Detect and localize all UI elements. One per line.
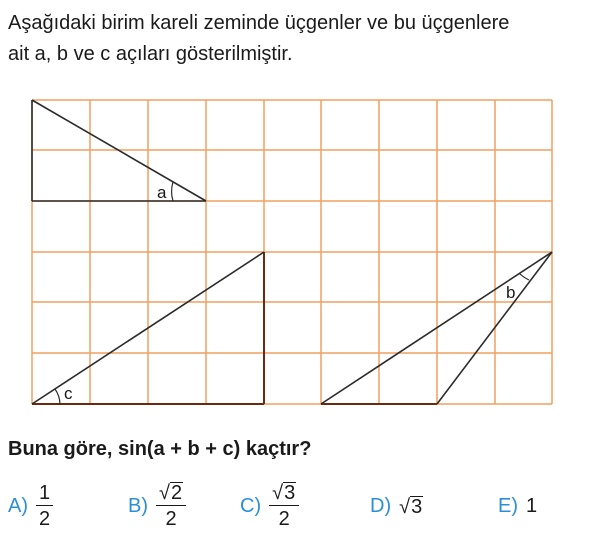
question-line-1: Aşağıdaki birim kareli zeminde üçgenler ve bu üçgenlere (8, 12, 510, 34)
option-e[interactable] (498, 478, 537, 534)
option-a-numerator: 1 (36, 482, 53, 506)
option-d-letter: D) (370, 494, 392, 517)
option-c-fraction (269, 482, 299, 530)
option-b-letter: B) (128, 494, 148, 517)
option-e-letter: E) (498, 494, 518, 517)
option-b-sqrt (159, 482, 183, 503)
option-d-radicand: 3 (411, 495, 423, 518)
option-a-fraction (36, 482, 53, 530)
option-b-radicand: 2 (170, 482, 183, 504)
option-d-sqrt (399, 496, 423, 517)
option-c-denominator: 2 (278, 508, 290, 530)
angle-a-arc (172, 182, 173, 201)
option-a[interactable] (8, 478, 53, 534)
option-d[interactable] (370, 478, 423, 534)
option-c-numerator (269, 482, 299, 506)
option-b-numerator (156, 482, 186, 506)
sqrt-icon: √ (399, 495, 411, 518)
question-line-2: ait a, b ve c açıları gösterilmiştir. (8, 43, 293, 65)
angle-c-label: c (64, 384, 73, 403)
option-c-letter: C) (240, 494, 262, 517)
sqrt-icon: √ (272, 482, 284, 504)
option-a-letter: A) (8, 494, 28, 517)
option-c-radicand: 3 (284, 482, 296, 504)
option-e-value: 1 (526, 494, 538, 517)
angle-b-arc (519, 273, 529, 280)
sqrt-icon: √ (159, 482, 170, 504)
question-prompt: Buna göre, sin(a + b + c) kaçtır? (8, 438, 312, 460)
angle-c-arc (55, 389, 60, 404)
angle-b-label: b (506, 283, 516, 302)
option-b[interactable] (128, 478, 186, 534)
angle-a-label: a (157, 183, 167, 202)
option-c-sqrt (272, 482, 296, 503)
option-c[interactable] (240, 478, 299, 534)
option-b-denominator: 2 (165, 508, 177, 530)
option-b-fraction (156, 482, 186, 530)
option-a-denominator: 2 (39, 508, 51, 530)
